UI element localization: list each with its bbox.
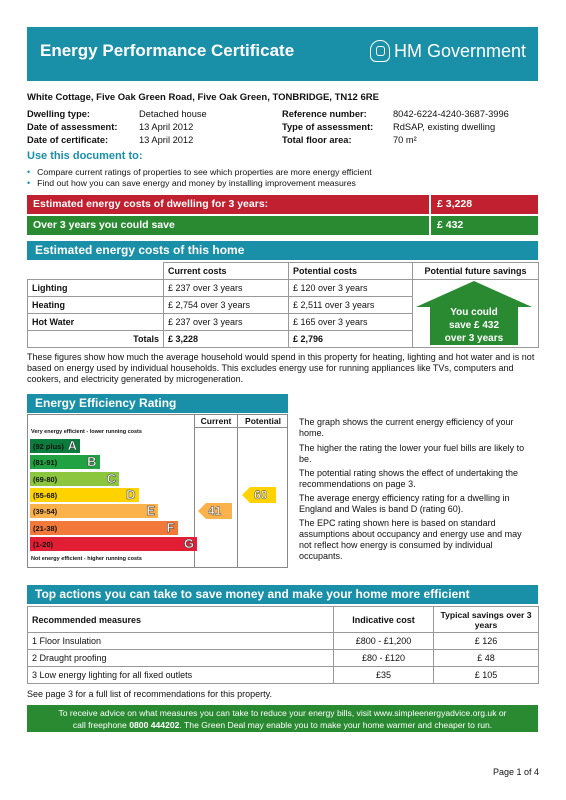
floor-area-value: 70 m² [393,135,417,145]
chart-divider [237,414,238,568]
totals-label: Totals [28,331,164,348]
current-costs-header: Current costs [164,263,289,280]
chart-divider [194,427,288,428]
band-letter: E [146,503,155,519]
table-row [28,633,539,650]
measure-cell: 2 Draught proofing [28,650,334,667]
efficiency-heading: Energy Efficiency Rating [27,394,288,413]
cost-header: Indicative cost [334,607,434,633]
measures-header: Recommended measures [28,607,334,633]
savings-value: £ 432 [429,216,463,235]
use-bullet [27,178,356,188]
band-range: (55-68) [33,490,58,500]
rating-band-d [30,488,139,502]
efficiency-paragraph: The average energy efficiency rating for a dwelling in England and Wales is band D (rating 60). [299,493,510,514]
future-savings-header: Potential future savings [413,263,539,280]
cost-cell: £35 [334,667,434,684]
estimated-costs-bar [27,195,538,214]
current-cost-cell: £ 237 over 3 years [164,314,289,331]
potential-cost-cell: £ 165 over 3 years [289,314,413,331]
certificate-date-row [27,135,108,145]
actions-table [27,606,539,684]
costs-table-header [28,263,539,280]
reference-row [282,109,367,119]
band-letter: B [87,454,97,470]
total-potential: £ 2,796 [289,331,413,348]
top-actions-heading: Top actions you can take to save money and make your home more efficient [27,585,538,604]
government-label: HM Government [393,40,526,61]
potential-costs-header: Potential costs [289,263,413,280]
use-bullet [27,167,372,177]
potential-rating-marker [242,487,278,503]
saving-cell: £ 105 [434,667,539,684]
savings-arrow-icon [414,281,535,345]
rating-band-f [30,521,178,535]
savings-bar [27,216,538,235]
recommendations-note: See page 3 for a full list of recommendations for this property. [27,689,272,699]
row-label: Hot Water [28,314,164,331]
crest-icon [370,40,390,62]
row-label: Lighting [28,280,164,297]
advice-banner [27,705,538,732]
table-row [28,650,539,667]
efficiency-paragraph: The graph shows the current energy efficiency of your home. [299,417,514,438]
band-letter: A [67,438,77,453]
current-cost-cell: £ 2,754 over 3 years [164,297,289,314]
measure-cell: 3 Low energy lighting for all fixed outlets [28,667,334,684]
band-range: (1-20) [33,539,54,549]
potential-cost-cell: £ 2,511 over 3 years [289,297,413,314]
dwelling-type-row [27,109,90,119]
arrow-line-3: over 3 years [444,333,504,344]
advice-line-2 [35,719,530,731]
current-rating-value: 41 [208,504,222,519]
savings-label: Over 3 years you could save [33,219,175,231]
reference-value: 8042-6224-4240-3687-3996 [393,109,509,119]
top-note: Very energy efficient - lower running costs [31,429,142,435]
floor-area-label: Total floor area: [282,135,352,145]
page-header [27,27,538,81]
use-document-title: Use this document to: [27,150,143,162]
band-range: (39-54) [33,507,58,517]
estimated-costs-heading: Estimated energy costs of this home [27,241,538,260]
band-letter: D [126,486,136,502]
bullet-icon: • [27,178,31,188]
advice-line-2-post: . The Green Deal may enable you to make your home warmer and cheaper to run. [179,720,493,730]
potential-cost-cell: £ 120 over 3 years [289,280,413,297]
actions-table-header [28,607,539,633]
table-row [28,667,539,684]
efficiency-paragraph: The higher the rating the lower your fuel bills are likely to be. [299,443,525,464]
costs-note: These figures show how much the average household would spend in this property for heating, lighting and hot water and is not based on energy used by individual households. This excludes energy use for running appliances like TVs, computers and cookers, and electricity generated by microgeneration. [27,352,535,384]
advice-line-1: To receive advice on what measures you can take to reduce your energy bills, visit www.simpleenergyadvice.org.uk or [58,708,507,718]
current-cost-cell: £ 237 over 3 years [164,280,289,297]
estimated-costs-label: Estimated energy costs of dwelling for 3 years: [33,198,269,210]
band-range: (81-91) [33,458,58,468]
current-rating-marker [198,503,234,519]
bottom-note: Not energy efficient - higher running costs [31,556,142,562]
band-letter: C [106,470,116,486]
cost-cell: £80 - £120 [334,650,434,667]
band-letter: F [166,519,175,535]
assessment-date-row [27,122,117,132]
typical-savings-header: Typical savings over 3 years [434,607,539,633]
floor-area-row [282,135,352,145]
current-column-header: Current [200,416,232,426]
assessment-type-value: RdSAP, existing dwelling [393,122,496,132]
reference-label: Reference number: [282,109,367,119]
measure-cell: 1 Floor Insulation [28,633,334,650]
advice-line-2-pre: call freephone [72,720,130,730]
assessment-type-label: Type of assessment: [282,122,374,132]
band-range: (92 plus) [33,442,64,451]
arrow-line-1: You could [450,307,498,318]
government-logo [370,40,526,62]
rating-band-g [30,537,197,551]
page-number: Page 1 of 4 [492,767,539,777]
use-bullet-text: Find out how you can save energy and money by installing improvement measures [37,178,356,188]
potential-rating-value: 60 [254,487,268,502]
freephone-number: 0800 444202 [129,720,180,730]
estimated-costs-value: £ 3,228 [429,195,472,214]
total-current: £ 3,228 [164,331,289,348]
assessment-date-label: Date of assessment: [27,122,118,132]
efficiency-paragraph: The EPC rating shown here is based on standard assumptions about occupancy and energy use and may not reflect how energy is consumed by individual occupants. [299,518,522,561]
rating-band-b [30,455,100,469]
efficiency-paragraph: The potential rating shows the effect of undertaking the recommendations on page 3. [299,468,518,489]
potential-column-header: Potential [245,416,281,426]
band-range: (21-38) [33,523,58,533]
rating-band-a [30,439,80,453]
blank-cell [28,263,164,280]
assessment-date-value: 13 April 2012 [139,122,194,132]
property-address: White Cottage, Five Oak Green Road, Five Oak Green, TONBRIDGE, TN12 6RE [27,92,379,103]
dwelling-type-value: Detached house [139,109,207,119]
row-label: Heating [28,297,164,314]
cost-cell: £800 - £1,200 [334,633,434,650]
bullet-icon: • [27,167,31,177]
arrow-line-2: save £ 432 [448,320,500,331]
band-range: (69-80) [33,474,58,484]
certificate-date-value: 13 April 2012 [139,135,194,145]
dwelling-type-label: Dwelling type: [27,109,91,119]
assessment-type-row [282,122,373,132]
saving-cell: £ 48 [434,650,539,667]
band-letter: G [183,535,194,551]
use-bullet-text: Compare current ratings of properties to see which properties are more energy efficient [37,167,372,177]
saving-cell: £ 126 [434,633,539,650]
page-title: Energy Performance Certificate [40,41,295,60]
rating-band-c [30,472,119,486]
certificate-date-label: Date of certificate: [27,135,109,145]
rating-band-e [30,504,158,518]
